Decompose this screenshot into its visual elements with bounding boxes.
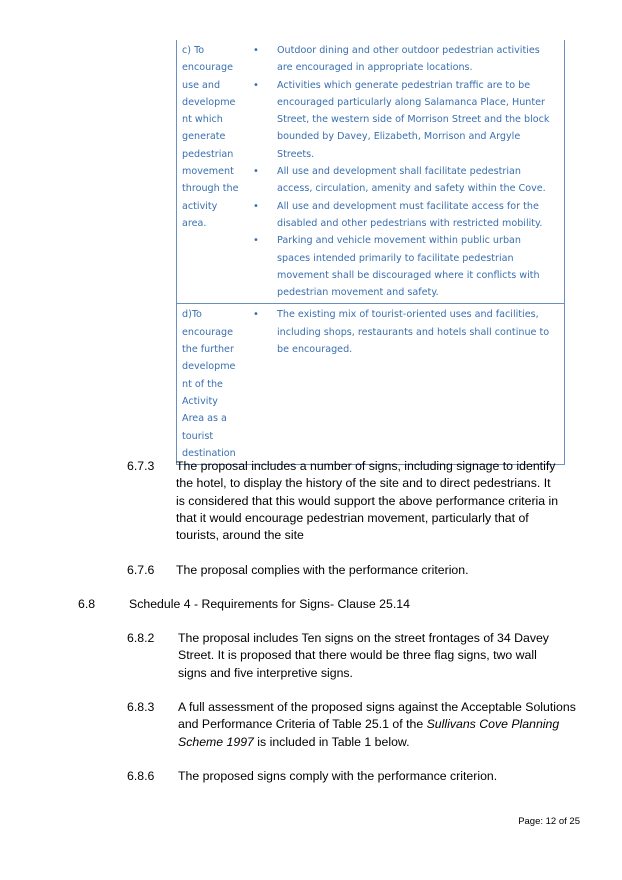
list-item: • Parking and vehicle movement within public urban spaces intended primarily to facilitate pedestrian movement shall be discouraged where it conflicts with pedestrian movement and safety. <box>251 232 556 301</box>
section-title: Schedule 4 - Requirements for Signs- Clause 25.14 <box>129 597 410 611</box>
table-row <box>177 304 565 465</box>
page-number: Page: 12 of 25 <box>518 816 580 827</box>
paragraph-text-part: A full assessment of the proposed signs against the Acceptable Solutions and Performance Criteria of Table 25.1 of the <box>178 700 576 732</box>
paragraph-number: 6.7.3 <box>127 459 155 473</box>
list-item: • All use and development shall facilitate pedestrian access, circulation, amenity and safety within the Cove. <box>251 163 556 198</box>
paragraph-text: The proposal complies with the performance criterion. <box>176 563 469 577</box>
paragraph-number: 6.8.6 <box>127 769 155 783</box>
section-6-8-heading <box>78 596 498 616</box>
section-number: 6.8 <box>78 597 96 611</box>
paragraph-6-8-3 <box>127 699 587 754</box>
paragraph-number: 6.8.2 <box>127 631 155 645</box>
paragraph-6-8-6 <box>127 768 577 788</box>
list-item: • Outdoor dining and other outdoor pedestrian activities are encouraged in appropriate locations. <box>251 42 556 77</box>
table-row <box>177 40 565 304</box>
criteria-cell <box>245 40 565 304</box>
criteria-cell <box>245 304 565 465</box>
scheme-title: Sullivans Cove Planning Scheme 1997 <box>178 717 560 749</box>
paragraph-6-8-2 <box>127 630 577 685</box>
objective-cell <box>177 40 246 304</box>
paragraph-text-part: is included in Table 1 below. <box>253 734 410 749</box>
list-item: • Activities which generate pedestrian traffic are to be encouraged particularly along Salamanca Place, Hunter Street, the western side of Morrison Street and the block bounded by Davey, Elizabeth, Morrison and Argyle Streets. <box>251 77 556 163</box>
objective-cell <box>177 304 246 465</box>
paragraph-text: The proposal includes Ten signs on the street frontages of 34 Davey Street. It is proposed that there would be three flag signs, two wall signs and five interpretive signs. <box>178 631 549 680</box>
paragraph-text: The proposed signs comply with the performance criterion. <box>178 769 498 783</box>
paragraph-6-7-6 <box>127 562 577 582</box>
list-item: • All use and development must facilitate access for the disabled and other pedestrians with restricted mobility. <box>251 198 556 233</box>
objective-text: c) To encourage use and development which generate pedestrian movement through the activity area. <box>182 45 239 229</box>
paragraph-number: 6.8.3 <box>127 700 155 714</box>
paragraph-number: 6.7.6 <box>127 563 155 577</box>
paragraph-text <box>178 699 578 751</box>
criteria-table <box>176 40 565 465</box>
paragraph-text: The proposal includes a number of signs, including signage to identify the hotel, to display the history of the site and to direct pedestrians. It is considered that this would support the above performance criteria in that it would encourage pedestrian movement, particularly that of tourists, around the site <box>176 459 559 543</box>
list-item: • The existing mix of tourist-oriented uses and facilities, including shops, restaurants and hotels shall continue to be encouraged. <box>251 306 556 358</box>
paragraph-6-7-3 <box>127 458 577 548</box>
objective-text: d)To encourage the further development of the Activity Area as a tourist destination <box>182 309 236 459</box>
